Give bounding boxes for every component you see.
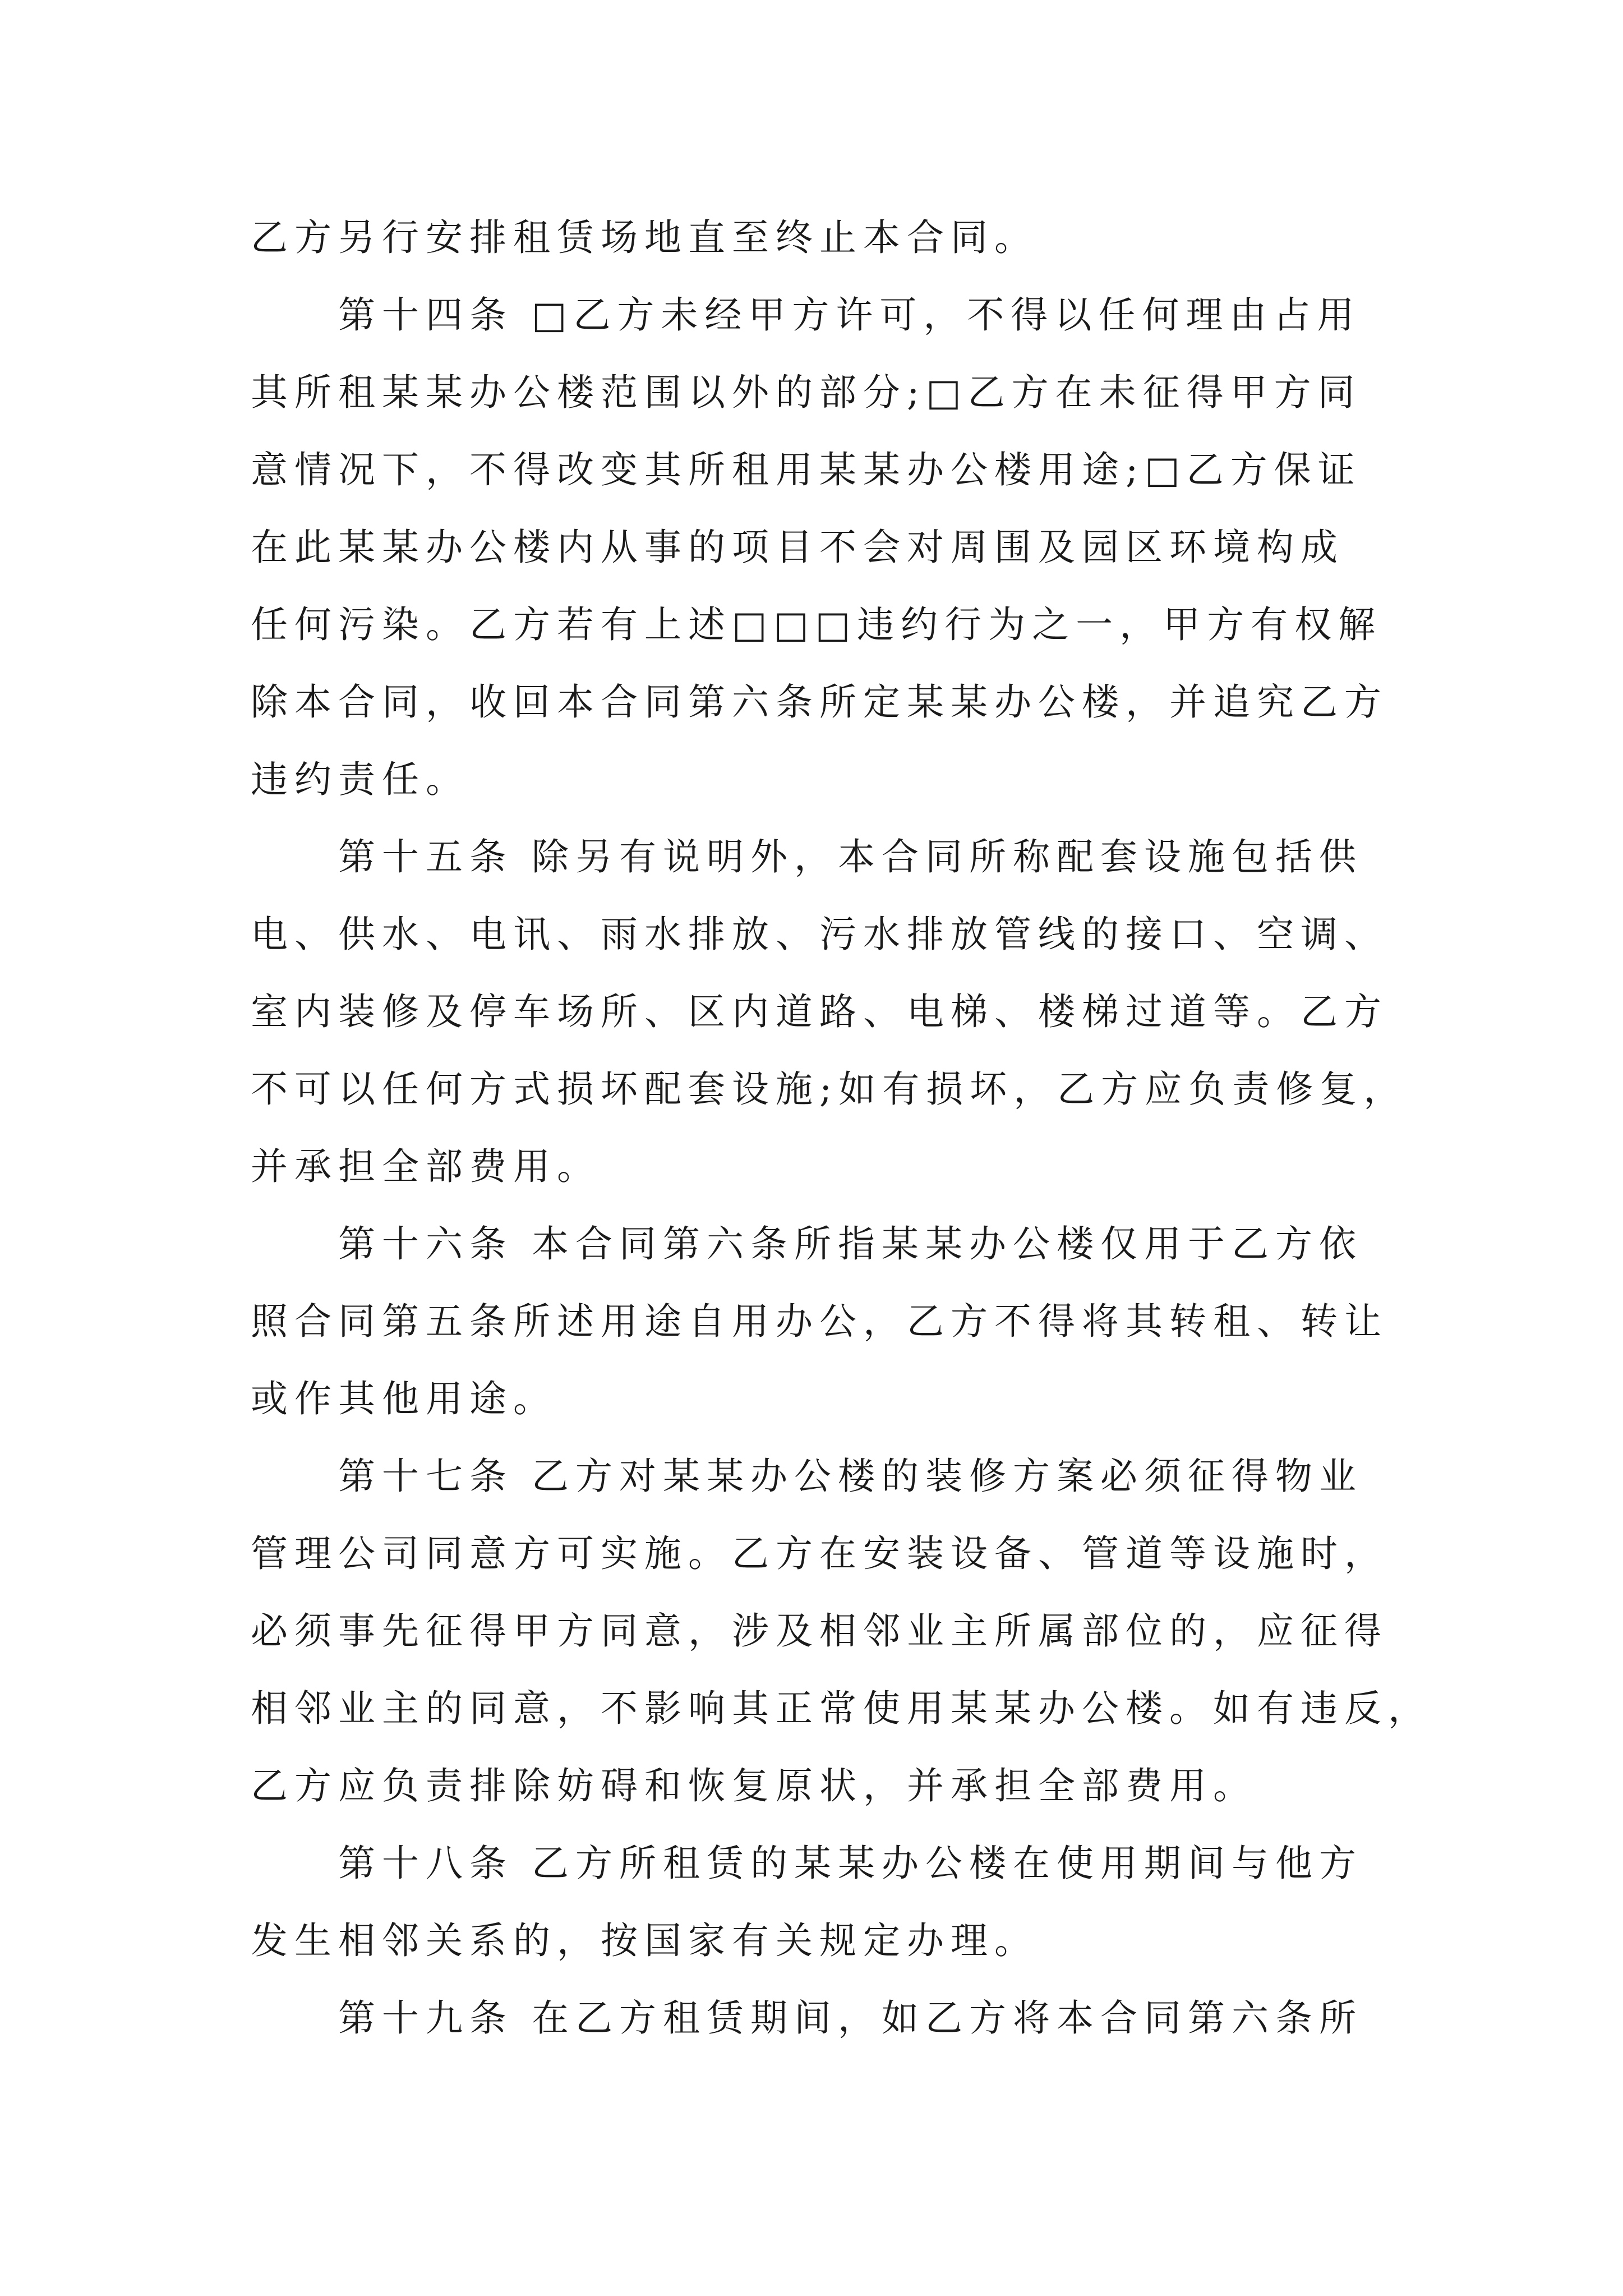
text-line: 在此某某办公楼内从事的项目不会对周围及园区环境构成 [251, 526, 1344, 569]
article-18-heading-line: 第十八条 乙方所租赁的某某办公楼在使用期间与他方 [338, 1842, 1363, 1885]
text-line: 照合同第五条所述用途自用办公，乙方不得将其转租、转让 [251, 1300, 1388, 1343]
text-line: 乙方另行安排租赁场地直至终止本合同。 [251, 216, 1038, 259]
article-16-heading-line: 第十六条 本合同第六条所指某某办公楼仅用于乙方依 [338, 1222, 1363, 1266]
article-17-heading-line: 第十七条 乙方对某某办公楼的装修方案必须征得物业 [338, 1455, 1363, 1498]
text-line: 并承担全部费用。 [251, 1145, 601, 1188]
text-line: 相邻业主的同意，不影响其正常使用某某办公楼。如有违反， [251, 1687, 1432, 1730]
text-line: 发生相邻关系的，按国家有关规定办理。 [251, 1919, 1038, 1962]
text-line: 其所租某某办公楼范围以外的部分;□乙方在未征得甲方同 [251, 371, 1362, 414]
text-line: 乙方应负责排除妨碍和恢复原状，并承担全部费用。 [251, 1764, 1257, 1807]
text-line: 意情况下，不得改变其所租用某某办公楼用途;□乙方保证 [251, 448, 1362, 491]
article-19-heading-line: 第十九条 在乙方租赁期间，如乙方将本合同第六条所 [338, 1996, 1363, 2040]
text-line: 除本合同，收回本合同第六条所定某某办公楼，并追究乙方 [251, 680, 1388, 724]
text-line: 任何污染。乙方若有上述□□□违约行为之一，甲方有权解 [251, 603, 1382, 646]
text-line: 必须事先征得甲方同意，涉及相邻业主所属部位的，应征得 [251, 1609, 1388, 1653]
text-line: 室内装修及停车场所、区内道路、电梯、楼梯过道等。乙方 [251, 990, 1388, 1033]
text-line: 或作其他用途。 [251, 1377, 557, 1420]
text-line: 违约责任。 [251, 758, 469, 801]
article-15-heading-line: 第十五条 除另有说明外，本合同所称配套设施包括供 [338, 835, 1363, 878]
text-line: 管理公司同意方可实施。乙方在安装设备、管道等设施时， [251, 1532, 1388, 1575]
text-line: 不可以任何方式损坏配套设施;如有损坏，乙方应负责修复， [251, 1068, 1408, 1111]
text-line: 电、供水、电讯、雨水排放、污水排放管线的接口、空调、 [251, 913, 1388, 956]
article-14-heading-line: 第十四条 □乙方未经甲方许可，不得以任何理由占用 [338, 293, 1361, 337]
